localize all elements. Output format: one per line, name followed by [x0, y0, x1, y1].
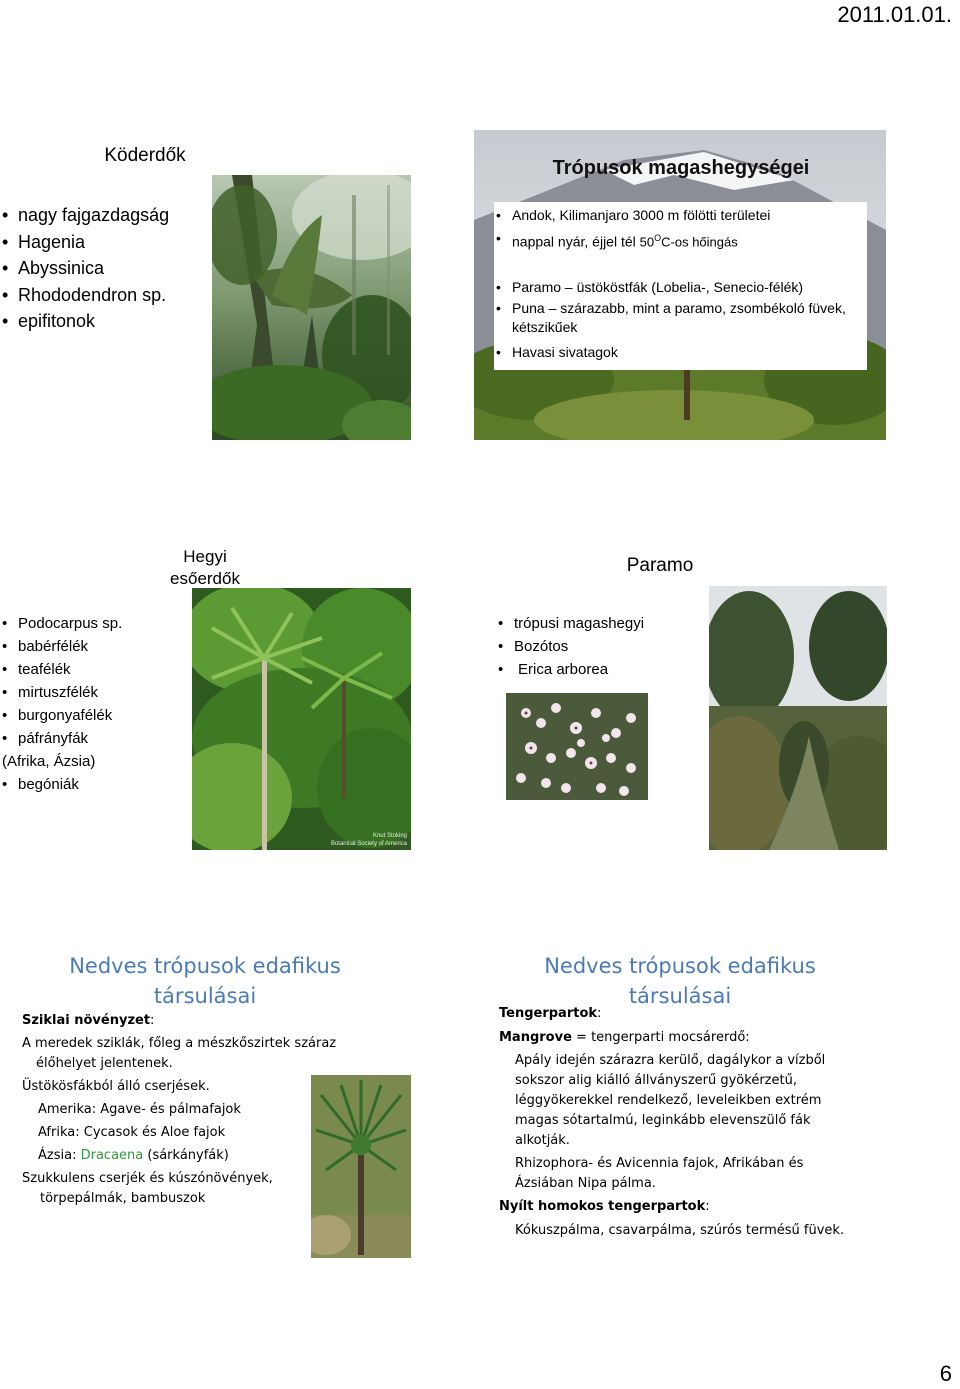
temp-suffix: C-os hőingás [661, 234, 738, 250]
list-item: • Havasi sivatagok [494, 341, 867, 364]
list-item: • nagy fajgazdagság [0, 202, 205, 229]
dracaena-term: Dracaena [80, 1148, 144, 1163]
list-item: • trópusi magashegyi [496, 612, 696, 635]
title-line: Nedves trópusok edafikus [544, 954, 816, 978]
bullet-list [0, 612, 190, 796]
list-item: • babérfélék [0, 635, 190, 658]
bullet-list [496, 612, 696, 681]
credit-line: Knut Stoking [372, 833, 407, 839]
photo-credit [331, 832, 407, 848]
paragraph: Üstökösfákból álló cserjések. [22, 1079, 210, 1094]
list-item: • Puna – szárazabb, mint a paramo, zsombékoló füvek, kétszikűek [494, 299, 867, 337]
slide-title: Paramo [626, 555, 694, 576]
paragraph: Szukkulens cserjék és kúszónövények, [22, 1171, 273, 1186]
paragraph: Kókuszpálma, csavarpálma, szúrós termésű füvek. [515, 1223, 845, 1238]
list-item-text: nappal nyár, éjjel tél [512, 233, 636, 250]
title-line: társulásai [153, 984, 257, 1008]
list-item: • mirtuszfélék [0, 681, 190, 704]
list-item: • teafélék [0, 658, 190, 681]
slide-paramo [496, 612, 696, 681]
mangrove-term: Mangrove [499, 1030, 572, 1045]
tree-fern-photo [192, 588, 411, 850]
slide-title [150, 546, 260, 590]
azsia-prefix: Ázsia: [38, 1148, 81, 1163]
credit-line: Botanical Society of America [330, 841, 407, 847]
list-item: • Erica arborea [496, 658, 696, 681]
list-item: • Andok, Kilimanjaro 3000 m fölötti területei [494, 204, 867, 227]
list-item: • Paramo – üstököstfák (Lobelia-, Senecio-félék) [494, 276, 867, 299]
page-number: 6 [939, 1361, 952, 1386]
slide-hegyi-esoerdok [0, 612, 190, 796]
paragraph: Afrika: Cycasok és Aloe fajok [38, 1125, 226, 1140]
bullet-list [494, 202, 867, 364]
title-line: társulásai [628, 984, 732, 1008]
paragraph: A meredek sziklák, főleg a mészkőszirtek száraz [22, 1036, 337, 1051]
cloud-forest-photo [212, 175, 411, 440]
title-line: Nedves trópusok edafikus [69, 954, 341, 978]
title-line: esőerdők [170, 569, 240, 588]
azsia-suffix: (sárkányfák) [143, 1148, 229, 1163]
page-date: 2011.01.01. [837, 2, 952, 27]
paragraph: Rhizophora- és Avicennia fajok, Afrikában és Ázsiában Nipa pálma. [515, 1156, 804, 1191]
list-item: • Rhododendron sp. [0, 282, 205, 309]
paragraph: élőhelyet jelentenek. [36, 1056, 173, 1071]
heading-text: Sziklai növényzet [22, 1013, 151, 1028]
slide-tengerpartok [499, 1004, 869, 1241]
paragraph: Apály idején szárazra kerülő, dagálykor a vízből sokszor alig kiálló állványszerű gyökérzetű, léggyökerekkel rendelkező, leveleikben extrém magas sótartalmú, leginkább elevenszülő fák alkotják. [515, 1053, 826, 1148]
slide-title [515, 951, 845, 1011]
section-heading: Nyílt homokos tengerpartok: [499, 1199, 710, 1214]
list-item: • Bozótos [496, 635, 696, 658]
list-item: • Podocarpus sp. [0, 612, 190, 635]
heading-text: Nyílt homokos tengerpartok [499, 1199, 706, 1214]
section-heading: Sziklai növényzet: [22, 1013, 155, 1028]
slide-title: Trópusok magashegységei [552, 157, 810, 179]
list-item: • begóniák [0, 773, 190, 796]
dracaena-photo [311, 1075, 411, 1258]
section-heading: Tengerpartok: [499, 1006, 602, 1021]
paragraph: törpepálmák, bambuszok [40, 1191, 206, 1206]
temp-value: 50 [639, 234, 655, 250]
paragraph: Amerika: Agave- és pálmafajok [38, 1102, 241, 1117]
list-item [494, 227, 867, 254]
slide-title: Köderdők [104, 145, 186, 166]
list-item: • epifitonok [0, 308, 205, 335]
text-box [494, 202, 867, 370]
bullet-list [0, 202, 205, 335]
erica-flower-photo [506, 693, 648, 800]
list-note: (Afrika, Ázsia) [2, 753, 96, 770]
list-item: • páfrányfák [0, 727, 190, 750]
heading-text: Tengerpartok [499, 1006, 598, 1021]
list-item: • burgonyafélék [0, 704, 190, 727]
degree-sup: O [654, 233, 662, 243]
title-line: Hegyi [183, 547, 227, 566]
slide-title [40, 951, 370, 1011]
list-item: • Hagenia [0, 229, 205, 256]
mangrove-def: = tengerparti mocsárerdő: [571, 1030, 750, 1045]
paragraph [499, 1028, 869, 1048]
list-item: • Abyssinica [0, 255, 205, 282]
paramo-landscape-photo [709, 586, 887, 850]
